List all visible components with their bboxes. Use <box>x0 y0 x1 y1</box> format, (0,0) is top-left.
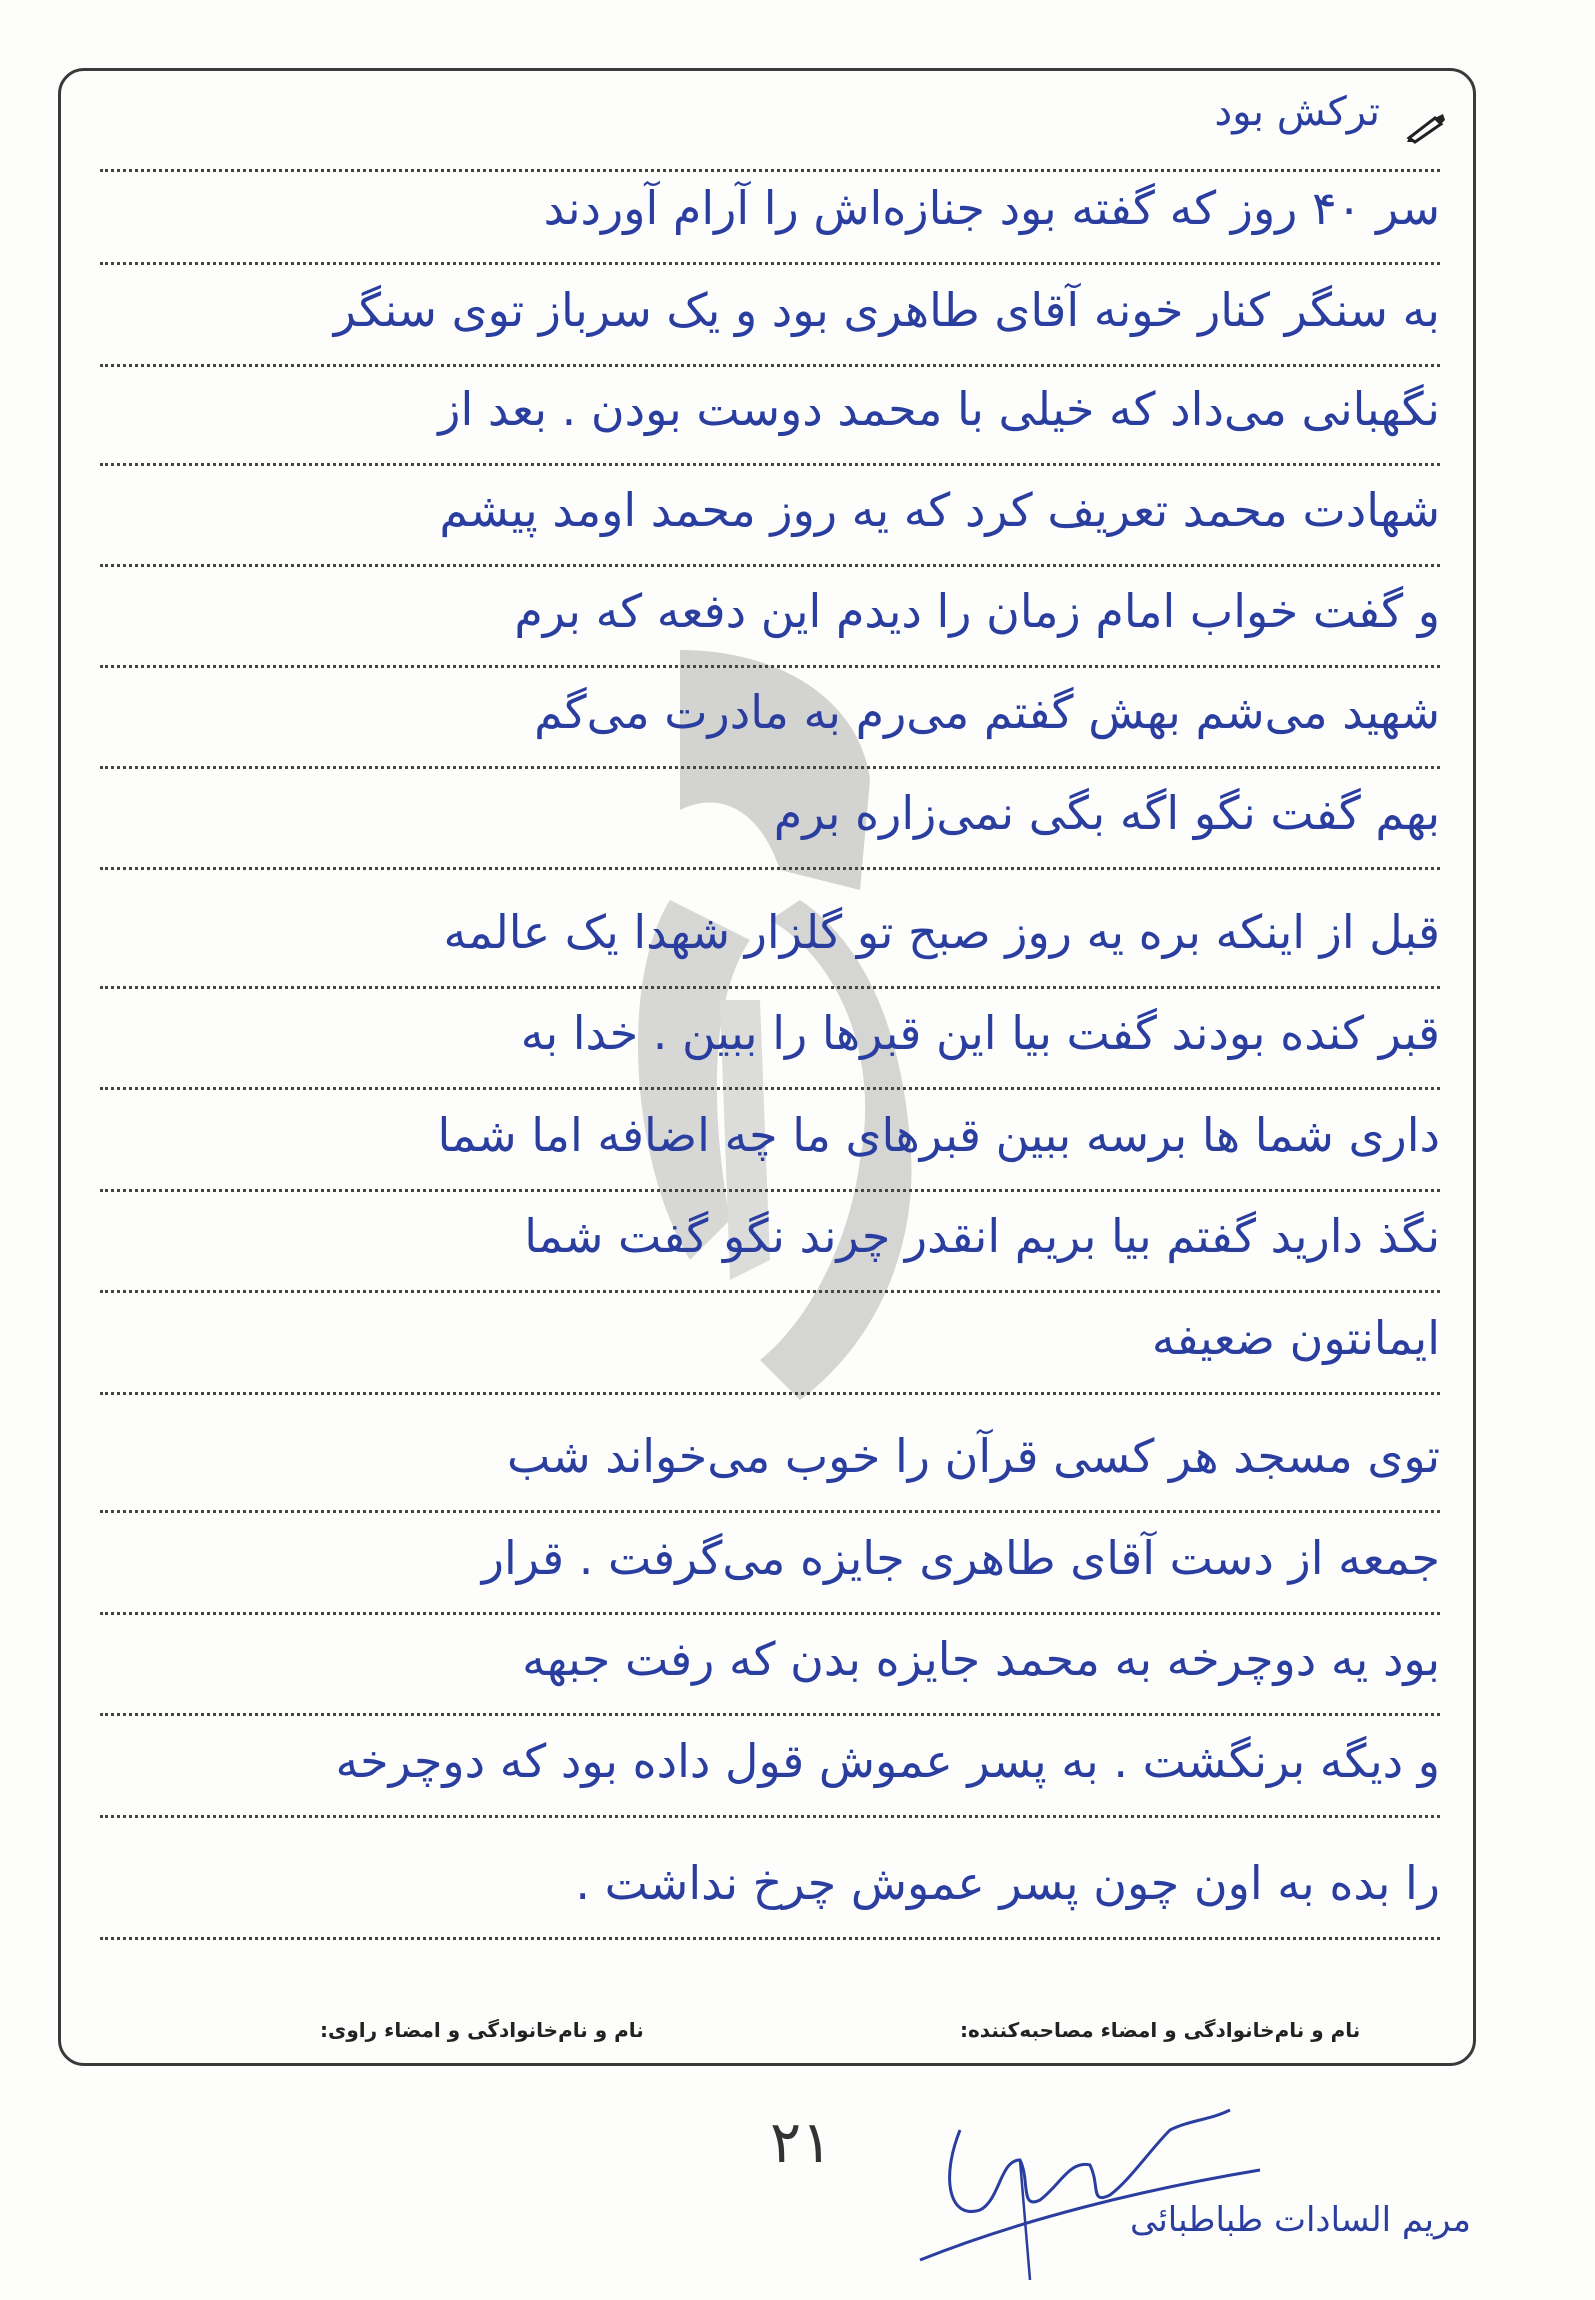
text-line <box>100 283 1440 367</box>
dotted-rule <box>100 867 1440 870</box>
handwritten-text: قبر کنده بودند گفت بیا این قبرها را ببین . خدا به <box>520 1006 1440 1060</box>
handwritten-text: سر ۴۰ روز که گفته بود جنازه‌اش را آرام آوردند <box>543 181 1440 235</box>
text-line <box>100 1531 1440 1615</box>
dotted-rule <box>100 564 1440 567</box>
handwritten-text: و گفت خواب امام زمان را دیدم این دفعه که برم <box>514 584 1440 638</box>
dotted-rule <box>100 1815 1440 1818</box>
handwritten-text: جمعه از دست آقای طاهری جایزه می‌گرفت . قرار <box>481 1531 1440 1585</box>
text-line <box>100 1108 1440 1192</box>
dotted-rule <box>100 262 1440 265</box>
heading-text: ترکش بود <box>1214 89 1380 135</box>
dotted-rule <box>100 986 1440 989</box>
text-line <box>100 786 1440 870</box>
text-line <box>100 1632 1440 1716</box>
text-line <box>100 584 1440 668</box>
handwritten-text: قبل از اینکه بره یه روز صبح تو گلزار شهدا یک عالمه <box>443 905 1440 959</box>
text-line <box>100 382 1440 466</box>
text-line <box>100 1429 1440 1513</box>
dotted-rule <box>100 1392 1440 1395</box>
dotted-rule <box>100 463 1440 466</box>
handwritten-text: توی مسجد هر کسی قرآن را خوب می‌خواند شب <box>506 1429 1440 1483</box>
text-line <box>100 1311 1440 1395</box>
handwritten-text: را بده به اون چون پسر عموش چرخ نداشت . <box>575 1856 1440 1910</box>
handwritten-text: داری شما ها برسه ببین قبرهای ما چه اضافه اما شما <box>437 1108 1440 1162</box>
dotted-rule <box>100 1290 1440 1293</box>
handwritten-text: به سنگر کنار خونه آقای طاهری بود و یک سرباز توی سنگر <box>333 283 1440 337</box>
handwritten-text: ایمانتون ضعیفه <box>1151 1311 1440 1365</box>
text-line <box>100 1006 1440 1090</box>
text-line <box>100 483 1440 567</box>
dotted-rule <box>100 1612 1440 1615</box>
handwritten-text: و دیگه برنگشت . به پسر عموش قول داده بود که دوچرخه <box>335 1734 1440 1788</box>
dotted-rule <box>100 1189 1440 1192</box>
handwritten-signature <box>900 2090 1280 2290</box>
handwritten-text: بود یه دوچرخه به محمد جایزه بدن که رفت جبهه <box>522 1632 1440 1686</box>
dotted-rule <box>100 1510 1440 1513</box>
text-line <box>100 1209 1440 1293</box>
dotted-rule <box>100 1087 1440 1090</box>
page-number: ۲۱ <box>770 2108 833 2176</box>
text-line <box>100 685 1440 769</box>
title-line <box>100 89 1440 172</box>
dotted-rule <box>100 169 1440 172</box>
interviewer-signature-label: نام و نام‌خانوادگی و امضاء مصاحبه‌کننده: <box>960 2018 1361 2042</box>
handwritten-text: نگهبانی می‌داد که خیلی با محمد دوست بودن . بعد از <box>438 382 1440 436</box>
text-line <box>100 1856 1440 1940</box>
dotted-rule <box>100 1937 1440 1940</box>
handwritten-text: شهید می‌شم بهش گفتم می‌رم به مادرت می‌گم <box>534 685 1440 739</box>
narrator-signature-label: نام و نام‌خانوادگی و امضاء راوی: <box>320 2018 644 2042</box>
dotted-rule <box>100 1713 1440 1716</box>
signature-name: مریم السادات طباطبائی <box>1130 2200 1471 2240</box>
dotted-rule <box>100 766 1440 769</box>
text-line <box>100 905 1440 989</box>
dotted-rule <box>100 665 1440 668</box>
handwritten-text: نگذ دارید گفتم بیا بریم انقدر چرند نگو گفت شما <box>524 1209 1440 1263</box>
handwritten-text: بهم گفت نگو اگه بگی نمی‌زاره برم <box>773 786 1440 840</box>
text-line <box>100 181 1440 265</box>
handwritten-text: شهادت محمد تعریف کرد که یه روز محمد اومد پیشم <box>439 483 1440 537</box>
dotted-rule <box>100 364 1440 367</box>
text-line <box>100 1734 1440 1818</box>
